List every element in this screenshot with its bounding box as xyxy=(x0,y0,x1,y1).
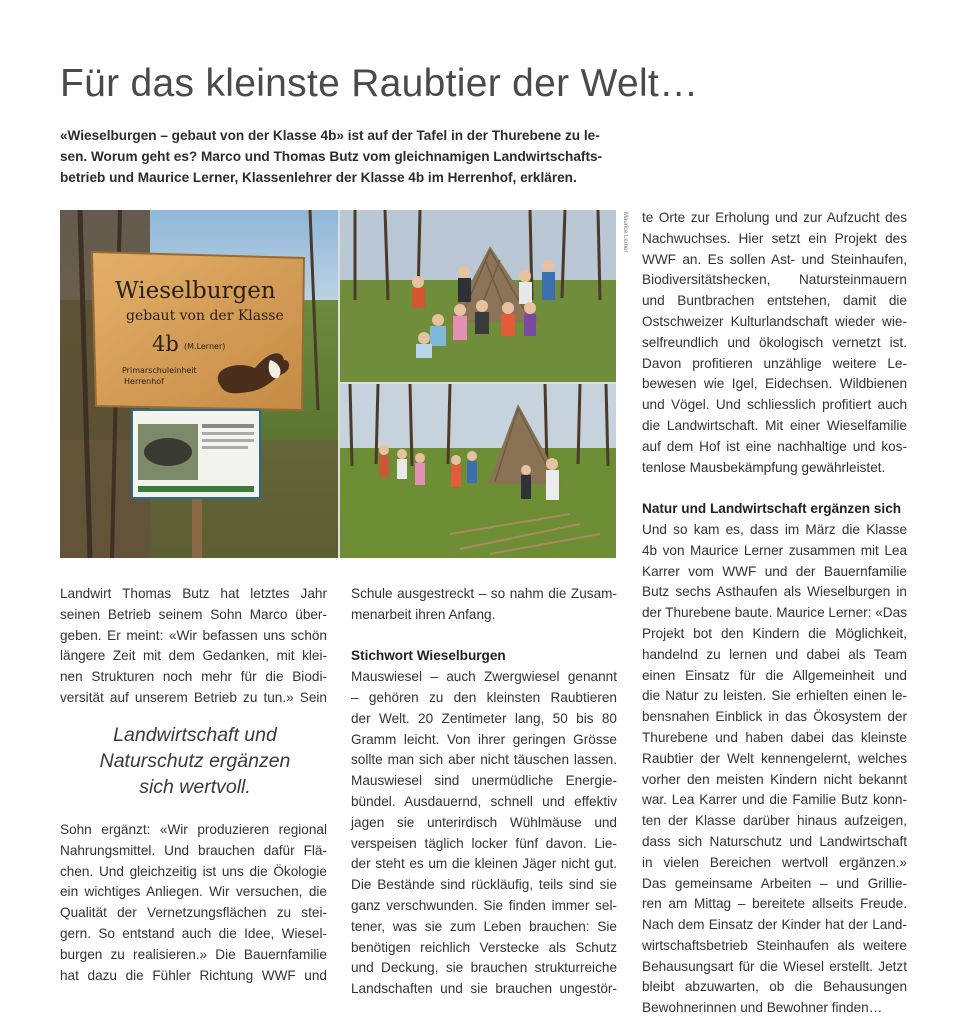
column-2 xyxy=(351,584,617,1000)
photo-collage xyxy=(60,210,616,558)
text-line: bleibt abzuwarten, ob die Behausungen xyxy=(642,979,907,995)
text-line: und Buntbrachen entstehen, damit die xyxy=(642,293,907,309)
text-line: Mauswiesel sind unermüdliche Energie- xyxy=(351,773,617,789)
text-line: wirtschaftsbetrieb Steinhaufen als weitere xyxy=(642,937,907,953)
pull-quote-line: Landwirtschaft und xyxy=(113,724,277,746)
text-line: WWF an. Es sollen Ast- und Steinhaufen, xyxy=(642,251,907,267)
text-line: Davon profitieren unzählige weitere Le- xyxy=(642,355,907,371)
text-line: Bewohnerinnen und Bewohner finden… xyxy=(642,1000,883,1016)
sign-school-text: Primarschuleinheit xyxy=(122,366,197,375)
text-line: versität auf unserem Betrieb zu tun.» Sein xyxy=(60,689,327,705)
text-line: auf dem Hof ist eine nachhaltige und kos- xyxy=(642,438,907,454)
paragraph xyxy=(351,584,617,626)
text-line: Nahrungsmittel. Und brauchen dafür Flä- xyxy=(60,842,327,858)
text-line: Behausungsart für die Wiesel erstellt. Jetzt xyxy=(642,958,907,974)
column-1-top xyxy=(60,584,327,709)
text-line: Butz sechs Asthaufen als Wieselburgen in xyxy=(642,584,907,600)
pull-quote-line: sich wertvoll. xyxy=(139,776,251,798)
sign-subtitle-text: gebaut von der Klasse xyxy=(126,308,284,324)
text-line: burgen zu realisieren.» Die Bauernfamilie xyxy=(60,946,327,962)
text-line: Ostschweizer Kulturlandschaft wieder wie- xyxy=(642,313,907,329)
text-line: Qualität der Vernetzungsflächen zu stei- xyxy=(60,905,327,921)
photo-sign xyxy=(60,210,338,558)
paragraph xyxy=(642,208,907,478)
photo-children-group xyxy=(340,210,616,382)
text-line: Landwirt Thomas Butz hat letztes Jahr xyxy=(60,586,327,601)
paragraph xyxy=(351,667,617,1000)
text-line: Karrer vom WWF und der Bauernfamilie xyxy=(642,563,907,579)
text-line: die Natur zu leisten. Sie erhielten einen le- xyxy=(642,688,907,704)
text-line: der Thurebene baute. Maurice Lerner: «Das xyxy=(642,605,907,621)
paragraph xyxy=(60,584,327,709)
photo-credit: Maurice Lerner xyxy=(622,212,628,253)
text-line: und Deckung, sie brauchen strukturreiche xyxy=(351,960,617,976)
pull-quote xyxy=(60,722,330,800)
text-line: Das gemeinsame Arbeiten – und Grillie- xyxy=(642,875,907,891)
section-heading: Stichwort Wieselburgen xyxy=(351,648,506,664)
text-line: hat dazu die Fühler Richtung WWF und xyxy=(60,967,327,983)
text-line: tenlose Mausbekämpfung gewährleistet. xyxy=(642,459,886,475)
text-line: einen Einsatz für die Allgemeinheit und xyxy=(642,667,907,683)
text-line: Mauswiesel – auch Zwergwiesel genannt xyxy=(351,669,617,685)
sign-location-text: Herrenhof xyxy=(124,377,164,386)
building-photo-illustration xyxy=(340,384,616,558)
paragraph xyxy=(60,820,327,986)
text-line: benötigen reichlich Verstecke als Schutz xyxy=(351,939,617,955)
group-photo-illustration xyxy=(340,210,616,382)
text-line: ren am Mittag – bereitete allseits Freude. xyxy=(642,896,907,912)
photo-children-building xyxy=(340,384,616,558)
text-line: bündel. Ausdauernd, schnell und effektiv xyxy=(351,793,617,809)
text-line: handelnd zu lernen und dabei als Team xyxy=(642,646,907,662)
text-line: der steht es um die kleinen Jäger nicht gut. xyxy=(351,856,617,872)
column-1-bottom xyxy=(60,820,327,986)
text-line: und Vögel. Und schliesslich profitiert auch xyxy=(642,397,907,413)
lead-line: sen. Worum geht es? Marco und Thomas Butz vom gleichnamigen Landwirtschafts- xyxy=(60,149,603,164)
text-line: Die Bestände sind rückläufig, teils sind sie xyxy=(351,877,617,893)
text-line: sollte man sich aber nicht täuschen lassen. xyxy=(351,752,617,768)
text-line: Thurebene und haben dabei das kleinste xyxy=(642,729,907,745)
text-line: der Welt. 20 Zentimeter lang, 50 bis 80 xyxy=(351,710,617,726)
text-line: in vielen Bereichen wertvoll ergänzen.» xyxy=(642,854,907,870)
sign-title-text: Wieselburgen xyxy=(115,278,276,304)
text-line: ein wichtiges Anliegen. Wir versuchen, die xyxy=(60,884,327,900)
text-line: Sohn ergänzt: «Wir produzieren regional xyxy=(60,822,327,837)
text-line: längere Zeit mit dem Gedanken, mit klei- xyxy=(60,648,327,664)
text-line: – gehören zu den kleinsten Raubtieren xyxy=(351,689,617,705)
pull-quote-line: Naturschutz ergänzen xyxy=(99,750,291,772)
text-line: Raubtier der Welt kennengelernt, welches xyxy=(642,750,907,766)
sign-class-text: 4b xyxy=(152,332,179,356)
text-line: selfreundlich und ökologisch vernetzt ist. xyxy=(642,334,907,350)
text-line: ganz verschwunden. Sie finden immer sel- xyxy=(351,897,617,913)
text-line: war. Lea Karrer und die Familie Butz konn- xyxy=(642,792,907,808)
text-line: nen Strukturen noch mehr für die Biodi- xyxy=(60,669,327,685)
sign-teacher-text: (M.Lerner) xyxy=(184,342,226,351)
text-line: die Landwirtschaft. Mit einer Wieselfamilie xyxy=(642,417,907,433)
text-line: Gramm leicht. Von ihrer geringen Grösse xyxy=(351,731,617,747)
text-line: seinen Betrieb seinem Sohn Marco über- xyxy=(60,606,327,622)
text-line: 4b von Maurice Lerner zusammen mit Lea xyxy=(642,542,907,558)
text-line: menarbeit ihren Anfang. xyxy=(351,606,496,622)
text-line: chen. Und gleichzeitig ist uns die Ökologie xyxy=(60,863,327,879)
text-line: te Orte zur Erholung und zur Aufzucht des xyxy=(642,210,907,225)
text-line: verspeisen täglich locker fünf davon. Lie- xyxy=(351,835,617,851)
text-line: jagen sie unterirdisch Wühlmäuse und xyxy=(351,814,617,830)
text-line: dass sich Naturschutz und Landwirtschaft xyxy=(642,833,907,849)
column-3 xyxy=(642,208,907,1019)
text-line: Projekt bot den Kindern die Möglichkeit, xyxy=(642,625,907,641)
text-line: tener, was sie zum Leben brauchen: Sie xyxy=(351,918,617,934)
text-line: Nach dem Einsatz der Kinder hat der Land- xyxy=(642,917,907,933)
text-line: Nachwuchses. Hier setzt ein Projekt des xyxy=(642,230,907,246)
text-line: Schule ausgestreckt – so nahm die Zusam- xyxy=(351,586,617,601)
text-line: geben. Er meint: «Wir befassen uns schön xyxy=(60,627,327,643)
text-line: Und so kam es, dass im März die Klasse xyxy=(642,521,907,537)
text-line: Landschaften und sie brauchen ungestör- xyxy=(351,981,617,997)
article-lead xyxy=(60,125,640,188)
article-title: Für das kleinste Raubtier der Welt… xyxy=(60,62,699,105)
text-line: gern. So entstand auch die Idee, Wiesel- xyxy=(60,925,327,941)
lead-line: betrieb und Maurice Lerner, Klassenlehrer der Klasse 4b im Herrenhof, erklären. xyxy=(60,170,577,185)
text-line: bewesen wie Igel, Eidechsen. Wildbienen xyxy=(642,376,907,392)
text-line: ten der Klasse darüber hinaus aufzeigen, xyxy=(642,813,907,829)
section-heading: Natur und Landwirtschaft ergänzen sich xyxy=(642,501,902,517)
text-line: Biodiversitätshecken, Natursteinmauern xyxy=(642,272,907,288)
lead-line: «Wieselburgen – gebaut von der Klasse 4b» ist auf der Tafel in der Thurebene zu le- xyxy=(60,128,600,143)
text-line: vorher den meisten Kindern nicht bekannt xyxy=(642,771,907,787)
sign-photo-illustration xyxy=(60,210,338,558)
paragraph xyxy=(642,520,907,1019)
text-line: bensnahen Einblick in das Ökosystem der xyxy=(642,709,907,725)
